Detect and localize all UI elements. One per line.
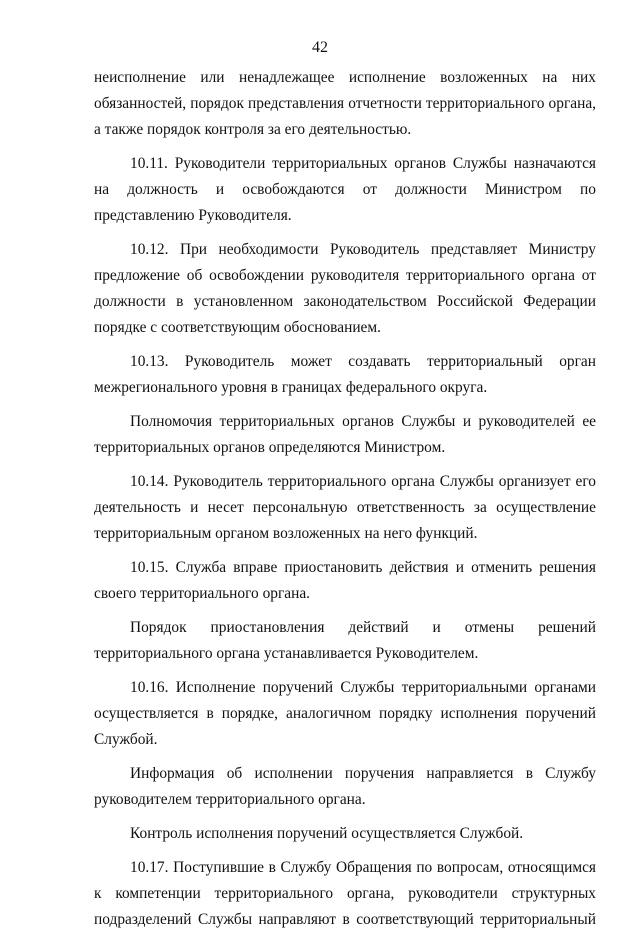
paragraph-suspension-procedure: Порядок приостановления действий и отмены решений территориального органа устанавливается Руководителем. bbox=[94, 619, 596, 662]
document-body bbox=[94, 65, 596, 941]
paragraph-10-13: 10.13. Руководитель может создавать территориальный орган межрегионального уровня в границах федерального округа. bbox=[94, 353, 596, 396]
paragraph-10-15: 10.15. Служба вправе приостановить действия и отменить решения своего территориального органа. bbox=[94, 559, 596, 602]
page-number: 42 bbox=[312, 39, 328, 56]
paragraph-10-14: 10.14. Руководитель территориального органа Службы организует его деятельность и несет персональную ответственность за осуществление территориальным органом возложенных на него функций. bbox=[94, 473, 596, 542]
paragraph-10-16: 10.16. Исполнение поручений Службы территориальными органами осуществляется в порядке, аналогичном порядку исполнения поручений Службой. bbox=[94, 679, 596, 748]
paragraph-authority: Полномочия территориальных органов Службы и руководителей ее территориальных органов определяются Министром. bbox=[94, 413, 596, 456]
paragraph-continuation: неисполнение или ненадлежащее исполнение возложенных на них обязанностей, порядок представления отчетности территориального органа, а также порядок контроля за его деятельностью. bbox=[94, 69, 596, 138]
paragraph-execution-control: Контроль исполнения поручений осуществляется Службой. bbox=[130, 825, 524, 842]
paragraph-execution-info: Информация об исполнении поручения направляется в Службу руководителем территориального органа. bbox=[94, 765, 596, 808]
paragraph-10-12: 10.12. При необходимости Руководитель представляет Министру предложение об освобождении руководителя территориального органа от должности в установленном законодательством Российской Федерации порядке с соответствующим обоснованием. bbox=[94, 241, 596, 336]
paragraph-10-17: 10.17. Поступившие в Службу Обращения по вопросам, относящимся к компетенции территориального органа, руководители структурных подразделений Службы направляют в соответствующий территориальный bbox=[94, 859, 596, 928]
paragraph-10-11: 10.11. Руководители территориальных органов Службы назначаются на должность и освобождаются от должности Министром по представлению Руководителя. bbox=[94, 155, 596, 224]
